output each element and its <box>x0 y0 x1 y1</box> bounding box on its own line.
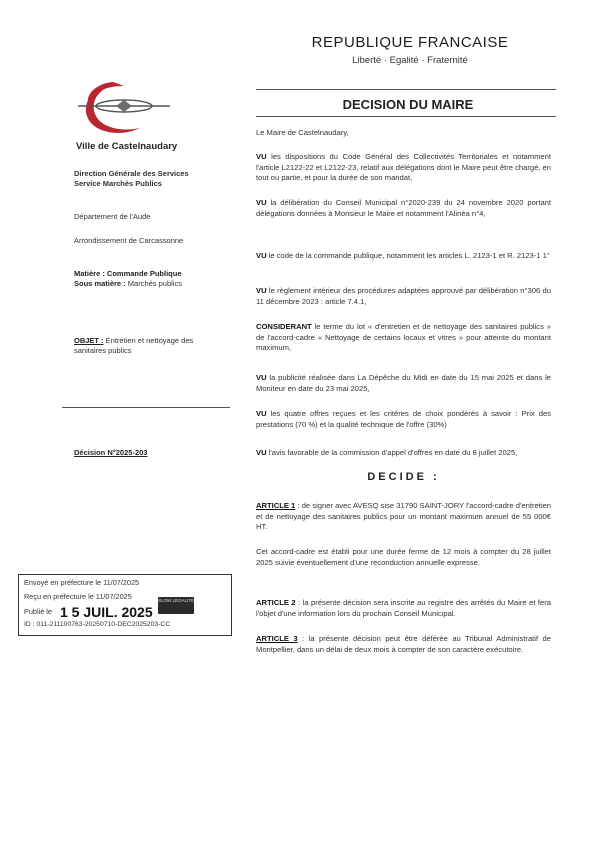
vu-text-2: la délibération du Conseil Municipal n°2020-239 du 24 novembre 2020 portant délégations données à Monsieur le Maire et notamment l'Alinéa n°4, <box>256 198 551 218</box>
vu-lead-7: VU <box>256 448 267 457</box>
stamp-id: ID : 011-211100763-20250710-DEC2025203-CC <box>24 621 171 628</box>
matiere-line <box>74 269 182 279</box>
intro-text: Le Maire de Castelnaudary, <box>256 128 349 137</box>
decision-title: DECISION DU MAIRE <box>342 97 474 112</box>
vu-text-3: le code de la commande publique, notamment les articles L. 2123-1 et R. 2123-1 1° <box>266 251 550 260</box>
stamp-sent: Envoyé en préfecture le 11/07/2025 <box>24 578 140 587</box>
article-3 <box>256 634 551 655</box>
matiere-value: Commande Publique <box>104 269 182 278</box>
republic-heading: REPUBLIQUE FRANCAISE <box>311 34 509 51</box>
objet-label: OBJET : <box>74 336 104 345</box>
sous-matiere-line <box>74 279 182 289</box>
stamp-published-date: 1 5 JUIL. 2025 <box>60 604 153 620</box>
vu-lead-6: VU <box>256 409 267 418</box>
arrondissement: Arrondissement de Carcassonne <box>74 236 184 245</box>
article-2-label: ARTICLE 2 <box>256 598 296 607</box>
vu-paragraph-1 <box>256 152 551 184</box>
vu-paragraph-5 <box>256 373 551 394</box>
considerant-lead: CONSIDERANT <box>256 322 312 331</box>
sous-matiere-value: Marchés publics <box>125 279 182 288</box>
vu-lead-3: VU <box>256 251 267 260</box>
vu-lead-5: VU <box>256 373 267 382</box>
vu-text-5: la publicité réalisée dans La Dépêche du Midi en date du 15 mai 2025 et dans le Moniteur en date du 23 mai 2025, <box>256 373 551 393</box>
decision-number <box>74 448 147 458</box>
vu-text-1: les dispositions du Code Général des Collectivités Territoriales et notamment l'article L2122-22 et L2122-23, relatif aux délégations dont le Maire peut être chargé, en tout ou partie, et pour la durée de son mandat, <box>256 152 551 183</box>
article-2-text: : la présente décision sera inscrite au registre des arrêtés du Maire et fera l'objet d'une information lors du prochain Conseil Municipal. <box>256 598 551 618</box>
city-logo-icon <box>66 78 176 140</box>
considerant-text: le terme du lot « d'entretien et de nettoyage des sanitaires publics » de l'accord-cadre « Nettoyage de certains locaux et vitres » pour atteinte du montant maximum, <box>256 322 551 353</box>
article-1-followup: Cet accord-cadre est établi pour une durée ferme de 12 mois à compter du 28 juillet 2025 suivie éventuellement d'une reconduction annuelle expresse. <box>256 547 551 567</box>
sidebar-divider <box>62 407 230 408</box>
vu-text-6: les quatre offres reçues et les critères de choix pondérés à savoir : Prix des prestations (70 %) et la qualité technique de l'offre (30%) <box>256 409 551 429</box>
vu-text-7: l'avis favorable de la commission d'appel d'offres en date du 8 juillet 2025, <box>266 448 518 457</box>
article-1-label: ARTICLE 1 <box>256 501 296 510</box>
objet-block <box>74 336 224 356</box>
decide-heading: DECIDE : <box>367 471 440 483</box>
direction-block <box>74 169 189 189</box>
article-3-label: ARTICLE 3 <box>256 634 298 643</box>
republic-motto: Liberté · Egalité · Fraternité <box>352 55 468 66</box>
direction-line-2: Service Marchés Publics <box>74 179 162 188</box>
vu-paragraph-4 <box>256 286 551 307</box>
vu-paragraph-2 <box>256 198 551 219</box>
considerant-paragraph <box>256 322 551 354</box>
department: Département de l'Aude <box>74 212 151 221</box>
decision-number-text: Décision N°2025-203 <box>74 448 148 457</box>
article-2 <box>256 598 551 619</box>
stamp-badge: SLOW LEGALITE <box>158 597 194 614</box>
direction-line-1: Direction Générale des Services <box>74 169 189 178</box>
objet-value: Entretien et nettoyage des sanitaires publics <box>74 336 194 355</box>
title-top-rule <box>256 89 556 90</box>
vu-lead-2: VU <box>256 198 267 207</box>
vu-paragraph-7 <box>256 448 551 459</box>
city-name: Ville de Castelnaudary <box>76 141 178 152</box>
article-3-text: : la présente décision peut être déférée au Tribunal Administratif de Montpellier, dans un délai de deux mois à compter de son caractère exécutoire. <box>256 634 551 654</box>
vu-paragraph-3 <box>256 251 551 262</box>
title-bottom-rule <box>256 116 556 117</box>
vu-paragraph-6 <box>256 409 551 430</box>
vu-text-4: le règlement intérieur des procédures adaptées approuvé par délibération n°306 du 11 décembre 2023 : article 7.4.1, <box>256 286 551 306</box>
stamp-received: Reçu en préfecture le 11/07/2025 <box>24 592 132 601</box>
stamp-published-label: Publié le <box>24 607 52 616</box>
article-1 <box>256 501 551 533</box>
article-1-text: : de signer avec AVESQ sise 31790 SAINT-JORY l'accord-cadre d'entretien et de nettoyage des sanitaires publics pour un montant maximum annuel de 55 000€ HT. <box>256 501 551 532</box>
vu-lead-4: VU <box>256 286 267 295</box>
matiere-label: Matière : <box>74 269 105 278</box>
vu-lead-1: VU <box>256 152 267 161</box>
sous-matiere-label: Sous matière : <box>74 279 126 288</box>
